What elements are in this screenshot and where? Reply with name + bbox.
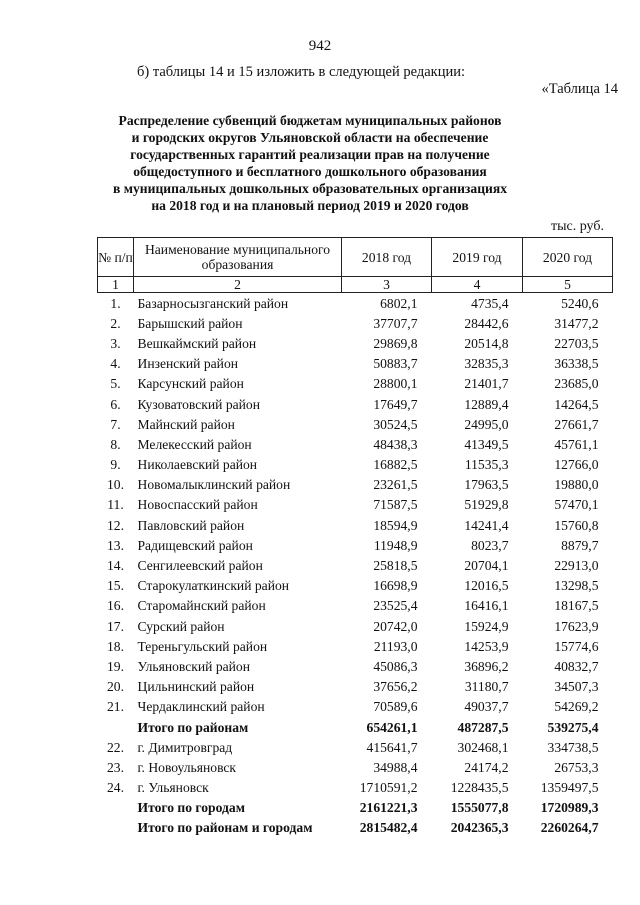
table-row [98,333,613,353]
row-number: 17. [107,618,124,634]
value-2019: 14241,4 [464,517,509,533]
header-number: № п/п [98,238,134,277]
municipality-name: Радищевский район [137,537,253,553]
value-2019: 4735,4 [471,295,509,311]
value-2020: 36338,5 [554,356,599,372]
value-2020: 34507,3 [554,679,599,695]
row-number: 15. [107,578,124,594]
value-2018: 654261,1 [366,719,418,735]
row-number [98,798,134,818]
row-number: 5. [110,376,121,392]
value-2020: 2260264,7 [540,820,599,836]
value-2018: 45086,3 [373,658,418,674]
municipality-name: Старокулаткинский район [137,578,290,594]
header-index: 5 [523,277,613,293]
value-2020: 22703,5 [554,335,599,351]
value-2018: 37656,2 [373,679,418,695]
table-row [98,293,613,314]
municipality-name: г. Ульяновск [137,780,209,796]
header-2020: 2020 год [523,238,613,277]
value-2018: 23261,5 [373,477,418,493]
row-number: 9. [110,457,121,473]
value-2018: 2161221,3 [359,800,418,816]
table-row [98,697,613,717]
total-row [98,717,613,737]
municipality-name: Итого по районам [137,719,249,735]
row-number [98,818,134,838]
value-2018: 21193,0 [373,638,418,654]
value-2020: 12766,0 [554,457,599,473]
value-2020: 31477,2 [554,315,599,331]
value-2020: 17623,9 [554,618,599,634]
municipality-name: Павловский район [137,517,245,533]
row-number: 1. [110,295,121,311]
row-number [98,717,134,737]
table-row [98,374,613,394]
value-2020: 539275,4 [547,719,599,735]
table-row [98,778,613,798]
value-2019: 20514,8 [464,335,509,351]
value-2019: 12889,4 [464,396,509,412]
value-2018: 71587,5 [373,497,418,513]
value-2019: 2042365,3 [450,820,509,836]
value-2019: 24995,0 [464,416,509,432]
municipality-name: Цильнинский район [137,679,255,695]
row-number: 8. [110,436,121,452]
value-2018: 70589,6 [373,699,418,715]
row-number: 2. [110,315,121,331]
value-2020: 14264,5 [554,396,599,412]
row-number: 20. [107,679,124,695]
value-2019: 21401,7 [464,376,509,392]
table-row [98,434,613,454]
municipality-name: Тереньгульский район [137,638,268,654]
value-2018: 1710591,2 [359,780,418,796]
value-2020: 22913,0 [554,558,599,574]
header-name: Наименование муниципального образования [134,238,342,277]
value-2020: 5240,6 [561,295,599,311]
value-2018: 25818,5 [373,558,418,574]
table-row [98,616,613,636]
title-line: в муниципальных дошкольных образовательных организациях [112,181,508,196]
value-2020: 57470,1 [554,497,599,513]
value-2019: 31180,7 [464,679,509,695]
total-row [98,798,613,818]
value-2018: 11948,9 [373,537,418,553]
table-row [98,414,613,434]
municipality-name: Новоспасский район [137,497,258,513]
value-2018: 50883,7 [373,356,418,372]
table-row [98,313,613,333]
row-number: 18. [107,638,124,654]
value-2020: 40832,7 [554,658,599,674]
municipality-name: г. Новоульяновск [137,759,237,775]
value-2018: 37707,7 [373,315,418,331]
unit-label: тыс. руб. [551,219,604,234]
value-2019: 17963,5 [464,477,509,493]
row-number: 24. [107,780,124,796]
municipality-name: Итого по районам и городам [137,820,313,836]
title-line: государственных гарантий реализации прав на получение [130,147,490,162]
table-row [98,475,613,495]
table-row [98,354,613,374]
value-2019: 8023,7 [471,537,509,553]
header-2018: 2018 год [342,238,432,277]
value-2018: 16882,5 [373,457,418,473]
value-2020: 15760,8 [554,517,599,533]
municipality-name: Чердаклинский район [137,699,265,715]
value-2018: 18594,9 [373,517,418,533]
header-index: 2 [134,277,342,293]
subsidy-table [97,237,613,838]
table-row [98,495,613,515]
table-row [98,555,613,575]
row-number: 12. [107,517,124,533]
total-row [98,818,613,838]
value-2018: 30524,5 [373,416,418,432]
municipality-name: Итого по городам [137,800,245,816]
row-number: 11. [107,497,124,513]
municipality-name: Старомайнский район [137,598,266,614]
table-row [98,394,613,414]
municipality-name: Барышский район [137,315,243,331]
value-2019: 302468,1 [457,739,509,755]
table-row [98,737,613,757]
value-2019: 36896,2 [464,658,509,674]
value-2020: 1359497,5 [540,780,599,796]
value-2020: 27661,7 [554,416,599,432]
header-index: 4 [432,277,523,293]
value-2018: 29869,8 [373,335,418,351]
title-line: и городских округов Ульяновской области на обеспечение [131,130,489,145]
value-2019: 51929,8 [464,497,509,513]
municipality-name: Инзенский район [137,356,239,372]
title-line: Распределение субвенций бюджетам муниципальных районов [118,113,502,128]
value-2020: 23685,0 [554,376,599,392]
value-2019: 49037,7 [464,699,509,715]
value-2020: 334738,5 [547,739,599,755]
table-row [98,576,613,596]
page-number: 942 [308,38,332,54]
header-index: 1 [98,277,134,293]
value-2020: 13298,5 [554,578,599,594]
value-2019: 15924,9 [464,618,509,634]
value-2020: 26753,3 [554,759,599,775]
row-number: 23. [107,759,124,775]
value-2020: 18167,5 [554,598,599,614]
value-2019: 12016,5 [464,578,509,594]
row-number: 3. [110,335,121,351]
value-2019: 32835,3 [464,356,509,372]
table-label: «Таблица 14 [541,81,618,97]
row-number: 22. [107,739,124,755]
value-2019: 1228435,5 [450,780,509,796]
municipality-name: Вешкаймский район [137,335,257,351]
municipality-name: Мелекесский район [137,436,252,452]
value-2018: 34988,4 [373,759,418,775]
table-title [100,112,520,214]
value-2019: 24174,2 [464,759,509,775]
row-number: 14. [107,558,124,574]
municipality-name: г. Димитровград [137,739,233,755]
value-2019: 28442,6 [464,315,509,331]
row-number: 4. [110,356,121,372]
header-index: 3 [342,277,432,293]
title-line: на 2018 год и на плановый период 2019 и 2020 годов [151,198,469,213]
intro-text: б) таблицы 14 и 15 изложить в следующей редакции: [137,64,466,80]
header-2019: 2019 год [432,238,523,277]
title-line: общедоступного и бесплатного дошкольного образования [133,164,487,179]
value-2018: 415641,7 [366,739,418,755]
value-2019: 487287,5 [457,719,509,735]
row-number: 13. [107,537,124,553]
value-2018: 17649,7 [373,396,418,412]
row-number: 10. [107,477,124,493]
value-2018: 48438,3 [373,436,418,452]
value-2019: 41349,5 [464,436,509,452]
row-number: 7. [110,416,121,432]
municipality-name: Карсунский район [137,376,244,392]
municipality-name: Сурский район [137,618,225,634]
table-row [98,636,613,656]
value-2020: 19880,0 [554,477,599,493]
value-2018: 16698,9 [373,578,418,594]
value-2020: 15774,6 [554,638,599,654]
municipality-name: Майнский район [137,416,235,432]
municipality-name: Сенгилеевский район [137,558,263,574]
row-number: 6. [110,396,121,412]
municipality-name: Николаевский район [137,457,258,473]
value-2020: 8879,7 [561,537,599,553]
value-2019: 14253,9 [464,638,509,654]
value-2020: 54269,2 [554,699,599,715]
municipality-name: Ульяновский район [137,658,250,674]
table-row [98,596,613,616]
table-row [98,515,613,535]
municipality-name: Кузоватовский район [137,396,261,412]
value-2019: 16416,1 [464,598,509,614]
municipality-name: Новомалыклинский район [137,477,291,493]
municipality-name: Базарносызганский район [137,295,289,311]
table-row [98,677,613,697]
value-2020: 1720989,3 [540,800,599,816]
value-2018: 20742,0 [373,618,418,634]
value-2018: 6802,1 [380,295,418,311]
value-2018: 23525,4 [373,598,418,614]
table-body [98,293,613,839]
table-row [98,656,613,676]
table-row [98,535,613,555]
value-2018: 28800,1 [373,376,418,392]
row-number: 19. [107,658,124,674]
value-2019: 1555077,8 [450,800,509,816]
value-2019: 20704,1 [464,558,509,574]
table-row [98,455,613,475]
value-2020: 45761,1 [554,436,599,452]
value-2019: 11535,3 [464,457,509,473]
row-number: 16. [107,598,124,614]
row-number: 21. [107,699,124,715]
table-row [98,757,613,777]
value-2018: 2815482,4 [359,820,418,836]
